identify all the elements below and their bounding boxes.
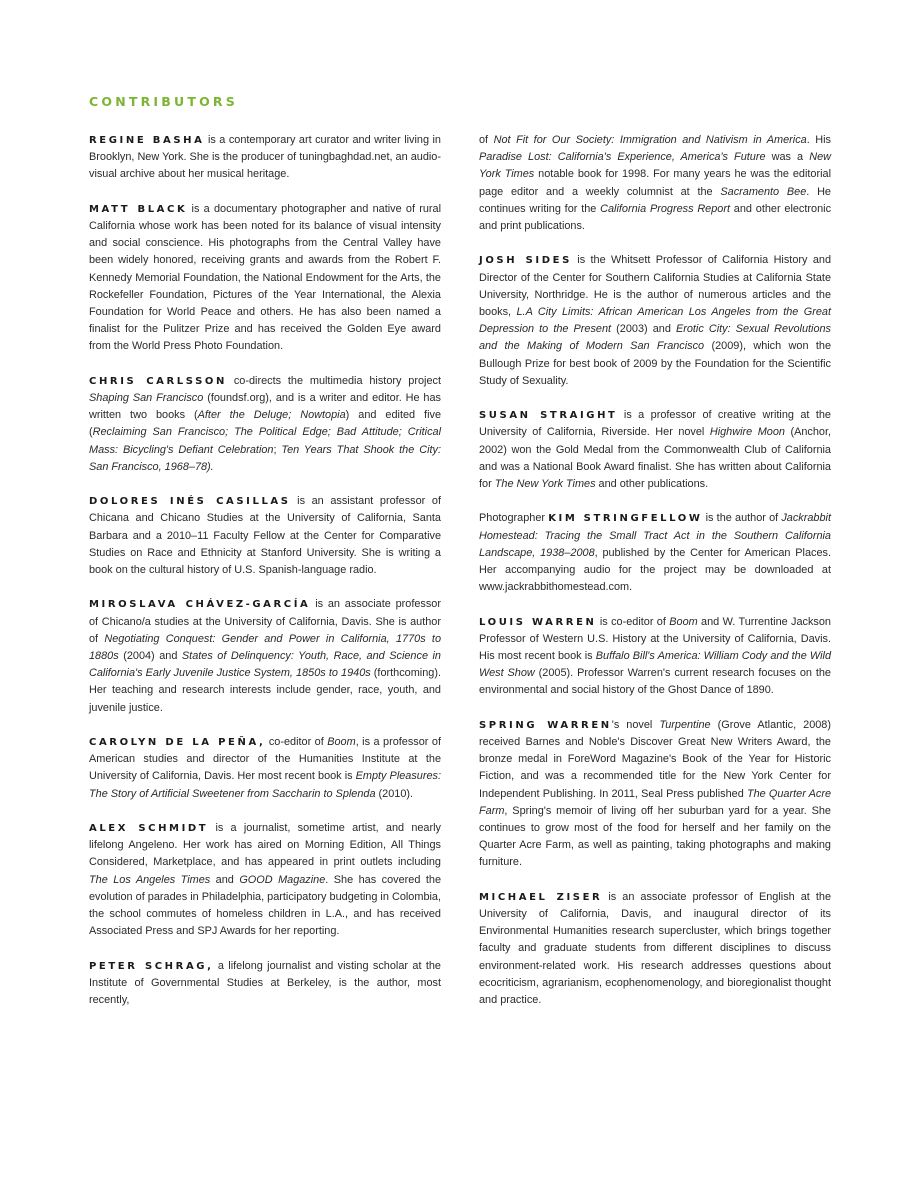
work-title: Negotiating Conquest: Gender and Power in California, 1770s to 1880s bbox=[89, 632, 442, 663]
contributor-name: SUSAN STRAIGHT bbox=[479, 410, 618, 422]
contributor-entry bbox=[89, 493, 441, 579]
bio-text: (2005). Professor Warren's current research focuses on the environmental and social history of the Ghost Dance of 1890. bbox=[479, 667, 831, 697]
bio-text: is an associate professor of Chicano/a studies at the University of California, Davis. She is author of bbox=[89, 598, 441, 645]
contributor-name: JOSH SIDES bbox=[479, 255, 572, 267]
bio-text: 's novel bbox=[611, 718, 660, 731]
contributor-entry bbox=[89, 596, 441, 716]
bio-text: , is a professor of American studies and director of the Humanities Institute at the University of California, Davis. Her most recent book is bbox=[89, 736, 441, 783]
bio-text: (foundsf.org), and is a writer and editor. He has written two books ( bbox=[89, 392, 441, 422]
bio-text: notable book for 1998. For many years he was the editorial page editor and a weekly columnist at the bbox=[479, 168, 831, 198]
bio-text: a lifelong journalist and visting scholar at the Institute of Governmental Studies at Berkeley, is the author, most recently, bbox=[89, 959, 441, 1007]
work-title: Not Fit for Our Society: Immigration and Nativism in America bbox=[493, 134, 807, 146]
contributor-name: REGINE BASHA bbox=[89, 135, 205, 146]
bio-text: and other electronic and print publications. bbox=[479, 202, 832, 233]
bio-text: and W. Turrentine Jackson Professor of Western U.S. History at the University of California, Davis. His most recent book is bbox=[479, 615, 831, 663]
contributor-entry bbox=[479, 407, 831, 493]
work-title: L.A City Limits: African American Los Angeles from the Great Depression to the Present bbox=[479, 306, 831, 336]
bio-text: . He continues writing for the bbox=[479, 185, 831, 215]
bio-text: is co-editor of bbox=[596, 615, 670, 628]
work-title: Ten Years That Shook the City: San Francisco, 1968–78). bbox=[89, 443, 441, 473]
work-title: The Los Angeles Times bbox=[89, 873, 211, 886]
bio-text: (2004) and bbox=[118, 650, 182, 663]
work-title: Sacramento Bee bbox=[720, 185, 807, 198]
contributor-name: ALEX SCHMIDT bbox=[89, 823, 209, 835]
page-heading: CONTRIBUTORS bbox=[89, 94, 238, 109]
bio-text: , published by the Center for American Places. Her accompanying audio for the project may be downloaded at www.jackrabbithomestead.com. bbox=[479, 546, 831, 594]
bio-text: is a journalist, sometime artist, and nearly lifelong Angeleno. Her work has aired on Morning Edition, All Things Considered, Marketplace, and has appeared in print outlets including bbox=[89, 822, 441, 869]
work-title: Turpentine bbox=[659, 718, 711, 731]
work-title: The New York Times bbox=[494, 478, 596, 491]
work-title: Boom bbox=[327, 736, 356, 749]
work-title: New York Times bbox=[479, 151, 831, 181]
bio-text: co-directs the multimedia history project bbox=[227, 374, 441, 387]
bio-text: (Anchor, 2002) won the Gold Medal from the Commonwealth Club of California and was a National Book Award finalist. She has written about California for bbox=[479, 426, 831, 491]
bio-text: is the author of bbox=[702, 512, 782, 525]
work-title: Empty Pleasures: The Story of Artificial Sweetener from Saccharin to Splenda bbox=[89, 770, 442, 800]
work-title: The Quarter Acre Farm bbox=[479, 787, 832, 817]
bio-text: is a documentary photographer and native of rural California whose work has been noted for its balance of visual intensity and social conscience. His photographs from the Central Valley have been widely honored, receiving grants and awards from the Robert F. Kennedy Memorial Foundation, the National Endowment for the Arts, the Rockefeller Foundation, Pictures of the Year International, the Alexia Foundation for World Peace and others. He has also been named a finalist for the Pulitzer Prize and has received the Golden Eye award from the World Press Photo Foundation. bbox=[89, 202, 441, 353]
contributor-name: MICHAEL ZISER bbox=[479, 891, 603, 903]
contributor-entry bbox=[479, 614, 831, 700]
work-title: Jackrabbit Homestead: Tracing the Small Tract Act in the Southern California Landscape, 1938–2008 bbox=[479, 512, 831, 559]
contributor-name: MIROSLAVA CHÁVEZ-GARCÍA bbox=[89, 599, 311, 611]
bio-text: is a contemporary art curator and writer living in Brooklyn, New York. She is the producer of tuningbaghdad.net, an audio-visual archive about her musical heritage. bbox=[89, 134, 441, 181]
bio-text: and other publications. bbox=[595, 478, 709, 491]
work-title: Buffalo Bill's America: William Cody and the Wild West Show bbox=[479, 650, 831, 680]
bio-text: is an associate professor of English at the University of California, Davis, and inaugural director of its Environmental Humanities research supercluster, which brings together faculty and graduate students from different disciplines to discuss environment-related work. His research addresses questions about ecocriticism, agrarianism, ecophenomenology, and bioregionalist thought and practice. bbox=[479, 890, 831, 1007]
work-title: Erotic City: Sexual Revolutions and the Making of Modern San Francisco bbox=[479, 323, 831, 353]
bio-text: (Grove Atlantic, 2008) received Barnes and Noble's Discover Great New Writers Award, the bronze medal in ForeWord Magazine's Book of the Year for Historic Fiction, and was a recommended title for the New York Center for Independent Publishing. In 2011, Seal Press published bbox=[479, 718, 831, 800]
bio-text: ; bbox=[273, 443, 282, 456]
bio-text: is a professor of creative writing at the University of California, Riverside. Her novel bbox=[479, 409, 831, 439]
bio-text: . She has covered the evolution of parades in Philadelphia, participatory budgeting in Colombia, the school commutes of homeless children in L.A., and has received Associated Press and SPJ Awards for her reporting. bbox=[89, 873, 441, 938]
contributor-entry bbox=[89, 820, 441, 940]
bio-text: of bbox=[479, 134, 494, 146]
work-title: States of Delinquency: Youth, Race, and Science in California's Early Juvenile Justice System, 1850s to 1940s bbox=[89, 650, 441, 680]
work-title: GOOD Magazine bbox=[239, 873, 326, 886]
contributor-entry bbox=[89, 734, 441, 803]
work-title: Highwire Moon bbox=[709, 426, 785, 439]
right-column bbox=[479, 132, 831, 1026]
bio-text: (2009), which won the Bullough Prize for best book of 2009 by the Foundation for the Scientific Study of Sexuality. bbox=[479, 340, 831, 387]
bio-text: and bbox=[210, 873, 240, 886]
contributor-name: PETER SCHRAG, bbox=[89, 960, 214, 972]
bio-text: is an assistant professor of Chicana and Chicano Studies at the University of California, Santa Barbara and a 2010–11 Faculty Fellow at the Center for Comparative Studies on Race and Ethnicity at Stanford University. She is writing a book on the cultural history of U.S. Spanish-language radio. bbox=[89, 495, 441, 577]
bio-text: (forthcoming). Her teaching and research interests include gender, race, youth, and juvenile justice. bbox=[89, 667, 441, 714]
contributor-name: LOUIS WARREN bbox=[479, 616, 597, 628]
contributor-entry bbox=[479, 132, 831, 235]
contributor-name: DOLORES INÉS CASILLAS bbox=[89, 496, 291, 508]
bio-text: , Spring's memoir of living off her suburban yard for a year. She continues to grow most of the food for herself and her family on the Quarter Acre Farm, as well as painting, taking photographs and making furniture. bbox=[479, 804, 831, 869]
bio-text: (2003) and bbox=[611, 323, 676, 336]
work-title: California Progress Report bbox=[600, 202, 731, 215]
contributor-entry bbox=[89, 958, 441, 1010]
contributor-name: SPRING WARREN bbox=[479, 719, 612, 731]
contributor-entry bbox=[479, 252, 831, 390]
bio-text: is the Whitsett Professor of California History and Director of the Center for Southern California Studies at California State University, Northridge. He is the author of numerous articles and the books, bbox=[479, 254, 832, 319]
bio-text: was a bbox=[765, 151, 810, 164]
bio-text: . His bbox=[806, 134, 832, 146]
contributor-name: CHRIS CARLSSON bbox=[89, 375, 228, 387]
bio-text: (2010). bbox=[375, 787, 414, 800]
contributor-name: KIM STRINGFELLOW bbox=[548, 513, 703, 525]
contributor-entry bbox=[89, 201, 441, 356]
bio-text: ) and edited five ( bbox=[89, 409, 442, 439]
work-title: Paradise Lost: California's Experience, America's Future bbox=[479, 151, 766, 164]
contributor-entry bbox=[89, 132, 441, 184]
contributor-prefix: Photographer bbox=[479, 512, 549, 525]
contributor-entry bbox=[89, 373, 441, 476]
work-title: Boom bbox=[669, 615, 698, 628]
work-title: Reclaiming San Francisco; The Political Edge; Bad Attitude; Critical Mass: Bicycling's Defiant Celebration bbox=[89, 426, 441, 456]
work-title: After the Deluge; Nowtopia bbox=[197, 409, 346, 422]
contributor-name: MATT BLACK bbox=[89, 203, 188, 215]
left-column bbox=[89, 132, 441, 1026]
contributor-entry bbox=[479, 889, 831, 1009]
contributor-entry bbox=[479, 717, 831, 872]
work-title: Shaping San Francisco bbox=[89, 392, 204, 405]
contributor-name: CAROLYN DE LA PEÑA, bbox=[89, 737, 266, 749]
bio-text: co-editor of bbox=[265, 736, 328, 749]
contributor-entry bbox=[479, 510, 831, 596]
